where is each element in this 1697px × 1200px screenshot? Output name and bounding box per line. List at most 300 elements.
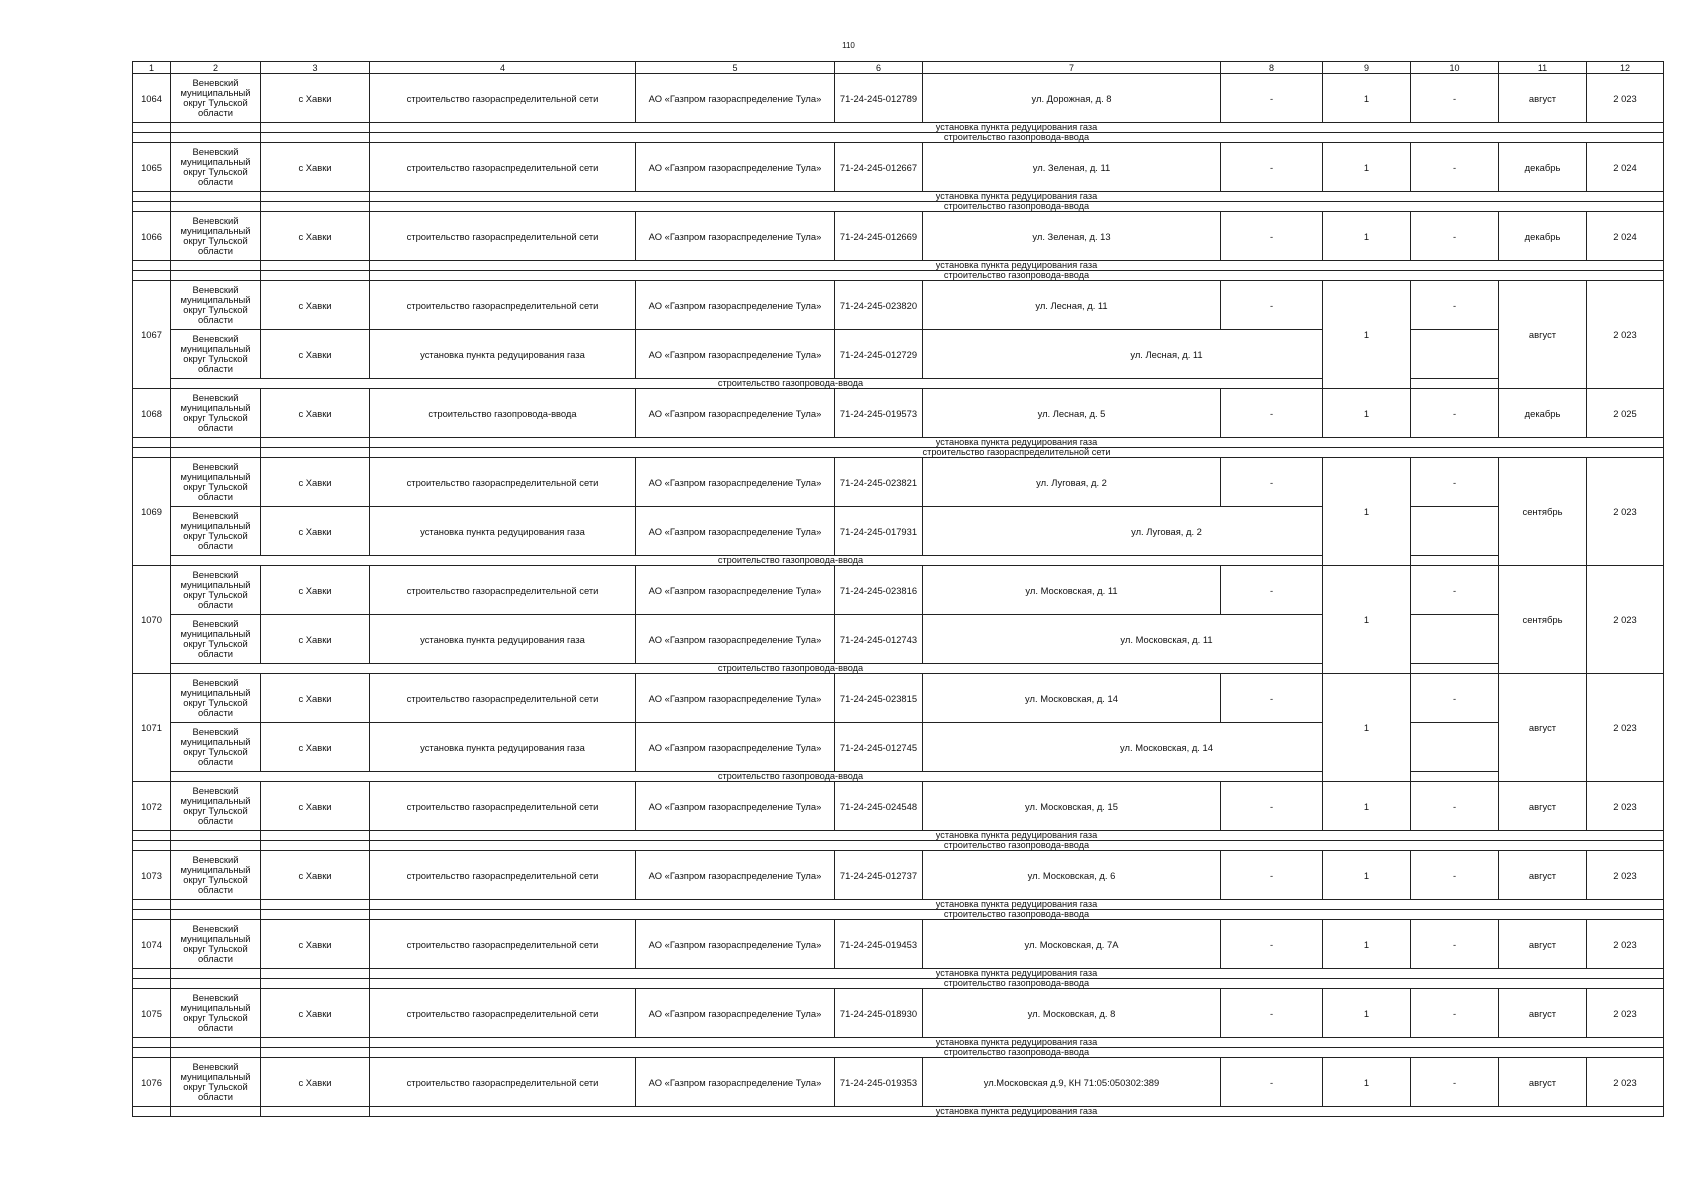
work-type-cell: строительство газораспределительной сети bbox=[370, 989, 636, 1038]
col10-cell: - bbox=[1411, 782, 1499, 831]
empty-cell bbox=[133, 841, 171, 851]
empty-cell bbox=[133, 1038, 171, 1048]
sub-work-type: строительство газопровода-ввода bbox=[370, 1048, 1664, 1058]
empty-cell bbox=[171, 133, 261, 143]
sub-row bbox=[133, 772, 1664, 782]
sub-row bbox=[133, 831, 1664, 841]
col9-cell: 1 bbox=[1323, 920, 1411, 969]
sub-row bbox=[133, 448, 1664, 458]
sub-row bbox=[133, 1107, 1664, 1117]
table-row bbox=[133, 74, 1664, 123]
object-code-cell: 71-24-245-019353 bbox=[835, 1058, 923, 1107]
address-cell: ул. Зеленая, д. 13 bbox=[923, 212, 1221, 261]
col10-cell: - bbox=[1411, 1058, 1499, 1107]
district-cell: Веневский муниципальный округ Тульской области bbox=[171, 330, 261, 379]
column-number: 11 bbox=[1499, 62, 1587, 74]
sub-row bbox=[133, 841, 1664, 851]
sub-row bbox=[133, 900, 1664, 910]
address-cell: ул. Московская, д. 11 bbox=[923, 566, 1221, 615]
work-type-cell: строительство газораспределительной сети bbox=[370, 920, 636, 969]
work-type-cell: строительство газораспределительной сети bbox=[370, 851, 636, 900]
address-cell: ул. Луговая, д. 2 bbox=[923, 507, 1411, 556]
organization-cell: АО «Газпром газораспределение Тула» bbox=[636, 920, 835, 969]
empty-cell bbox=[1411, 664, 1499, 674]
empty-cell bbox=[1411, 723, 1499, 772]
empty-cell bbox=[133, 133, 171, 143]
month-cell: декабрь bbox=[1499, 212, 1587, 261]
settlement-cell: с Хавки bbox=[261, 920, 370, 969]
sub-work-type: строительство газопровода-ввода bbox=[370, 979, 1664, 989]
sub-work-type: установка пункта редуцирования газа bbox=[370, 438, 1664, 448]
empty-cell bbox=[261, 271, 370, 281]
sub-work-type: установка пункта редуцирования газа bbox=[370, 900, 1664, 910]
address-cell: ул.Московская д.9, КН 71:05:050302:389 bbox=[923, 1058, 1221, 1107]
settlement-cell: с Хавки bbox=[261, 212, 370, 261]
empty-cell bbox=[171, 123, 261, 133]
sub-row bbox=[133, 202, 1664, 212]
month-cell: сентябрь bbox=[1499, 458, 1587, 566]
table-row bbox=[133, 920, 1664, 969]
work-type-cell: установка пункта редуцирования газа bbox=[370, 330, 636, 379]
empty-cell bbox=[133, 448, 171, 458]
row-number: 1075 bbox=[133, 989, 171, 1038]
sub-row bbox=[133, 979, 1664, 989]
row-number: 1065 bbox=[133, 143, 171, 192]
sub-row bbox=[133, 123, 1664, 133]
column-number: 7 bbox=[923, 62, 1221, 74]
organization-cell: АО «Газпром газораспределение Тула» bbox=[636, 458, 835, 507]
table-row bbox=[133, 212, 1664, 261]
sub-work-type: установка пункта редуцирования газа bbox=[370, 123, 1664, 133]
district-cell: Веневский муниципальный округ Тульской области bbox=[171, 674, 261, 723]
empty-cell bbox=[171, 841, 261, 851]
object-code-cell: 71-24-245-012729 bbox=[835, 330, 923, 379]
empty-cell bbox=[261, 900, 370, 910]
month-cell: август bbox=[1499, 989, 1587, 1038]
sub-work-type: строительство газопровода-ввода bbox=[370, 133, 1664, 143]
empty-cell bbox=[261, 438, 370, 448]
year-cell: 2 023 bbox=[1587, 566, 1664, 674]
col9-cell: 1 bbox=[1323, 389, 1411, 438]
object-code-cell: 71-24-245-012743 bbox=[835, 615, 923, 664]
col10-cell: - bbox=[1411, 281, 1499, 330]
year-cell: 2 023 bbox=[1587, 1058, 1664, 1107]
work-type-cell: строительство газораспределительной сети bbox=[370, 1058, 636, 1107]
empty-cell bbox=[171, 448, 261, 458]
district-cell: Веневский муниципальный округ Тульской области bbox=[171, 782, 261, 831]
table-row bbox=[133, 615, 1664, 664]
empty-cell bbox=[261, 979, 370, 989]
col8-cell: - bbox=[1221, 782, 1323, 831]
column-number: 4 bbox=[370, 62, 636, 74]
organization-cell: АО «Газпром газораспределение Тула» bbox=[636, 782, 835, 831]
address-cell: ул. Московская, д. 14 bbox=[923, 674, 1221, 723]
row-number: 1064 bbox=[133, 74, 171, 123]
column-number: 2 bbox=[171, 62, 261, 74]
year-cell: 2 024 bbox=[1587, 143, 1664, 192]
work-type-cell: строительство газораспределительной сети bbox=[370, 782, 636, 831]
address-cell: ул. Лесная, д. 11 bbox=[923, 281, 1221, 330]
month-cell: август bbox=[1499, 1058, 1587, 1107]
empty-cell bbox=[171, 979, 261, 989]
empty-cell bbox=[133, 969, 171, 979]
organization-cell: АО «Газпром газораспределение Тула» bbox=[636, 143, 835, 192]
settlement-cell: с Хавки bbox=[261, 1058, 370, 1107]
empty-cell bbox=[261, 910, 370, 920]
organization-cell: АО «Газпром газораспределение Тула» bbox=[636, 723, 835, 772]
col9-cell: 1 bbox=[1323, 782, 1411, 831]
empty-cell bbox=[133, 1107, 171, 1117]
sub-row bbox=[133, 556, 1664, 566]
sub-work-type: установка пункта редуцирования газа bbox=[370, 261, 1664, 271]
sub-work-type: установка пункта редуцирования газа bbox=[370, 1038, 1664, 1048]
month-cell: декабрь bbox=[1499, 143, 1587, 192]
work-type-cell: установка пункта редуцирования газа bbox=[370, 507, 636, 556]
work-type-cell: установка пункта редуцирования газа bbox=[370, 723, 636, 772]
row-number: 1072 bbox=[133, 782, 171, 831]
settlement-cell: с Хавки bbox=[261, 143, 370, 192]
column-number: 5 bbox=[636, 62, 835, 74]
table-row bbox=[133, 389, 1664, 438]
empty-cell bbox=[261, 831, 370, 841]
row-number: 1070 bbox=[133, 566, 171, 674]
district-cell: Веневский муниципальный округ Тульской области bbox=[171, 458, 261, 507]
empty-cell bbox=[133, 1048, 171, 1058]
col9-cell: 1 bbox=[1323, 143, 1411, 192]
col8-cell: - bbox=[1221, 989, 1323, 1038]
organization-cell: АО «Газпром газораспределение Тула» bbox=[636, 281, 835, 330]
organization-cell: АО «Газпром газораспределение Тула» bbox=[636, 507, 835, 556]
address-cell: ул. Лесная, д. 11 bbox=[923, 330, 1411, 379]
col10-cell: - bbox=[1411, 74, 1499, 123]
settlement-cell: с Хавки bbox=[261, 674, 370, 723]
sub-row bbox=[133, 910, 1664, 920]
sub-row bbox=[133, 969, 1664, 979]
empty-cell bbox=[261, 261, 370, 271]
empty-cell bbox=[261, 202, 370, 212]
col10-cell: - bbox=[1411, 389, 1499, 438]
empty-cell bbox=[261, 841, 370, 851]
address-cell: ул. Московская, д. 11 bbox=[923, 615, 1411, 664]
month-cell: декабрь bbox=[1499, 389, 1587, 438]
sub-work-type: строительство газопровода-ввода bbox=[171, 379, 1411, 389]
district-cell: Веневский муниципальный округ Тульской области bbox=[171, 920, 261, 969]
year-cell: 2 025 bbox=[1587, 389, 1664, 438]
object-code-cell: 71-24-245-024548 bbox=[835, 782, 923, 831]
col8-cell: - bbox=[1221, 389, 1323, 438]
organization-cell: АО «Газпром газораспределение Тула» bbox=[636, 389, 835, 438]
settlement-cell: с Хавки bbox=[261, 74, 370, 123]
col9-cell: 1 bbox=[1323, 989, 1411, 1038]
settlement-cell: с Хавки bbox=[261, 851, 370, 900]
empty-cell bbox=[171, 1107, 261, 1117]
empty-cell bbox=[1411, 772, 1499, 782]
table-row bbox=[133, 1058, 1664, 1107]
month-cell: сентябрь bbox=[1499, 566, 1587, 674]
district-cell: Веневский муниципальный округ Тульской области bbox=[171, 389, 261, 438]
empty-cell bbox=[133, 910, 171, 920]
settlement-cell: с Хавки bbox=[261, 507, 370, 556]
col8-cell: - bbox=[1221, 74, 1323, 123]
district-cell: Веневский муниципальный округ Тульской области bbox=[171, 1058, 261, 1107]
object-code-cell: 71-24-245-017931 bbox=[835, 507, 923, 556]
empty-cell bbox=[261, 133, 370, 143]
organization-cell: АО «Газпром газораспределение Тула» bbox=[636, 851, 835, 900]
col10-cell: - bbox=[1411, 851, 1499, 900]
object-code-cell: 71-24-245-012789 bbox=[835, 74, 923, 123]
row-number: 1073 bbox=[133, 851, 171, 900]
year-cell: 2 023 bbox=[1587, 989, 1664, 1038]
object-code-cell: 71-24-245-023815 bbox=[835, 674, 923, 723]
empty-cell bbox=[133, 271, 171, 281]
table-row bbox=[133, 989, 1664, 1038]
address-cell: ул. Луговая, д. 2 bbox=[923, 458, 1221, 507]
address-cell: ул. Зеленая, д. 11 bbox=[923, 143, 1221, 192]
settlement-cell: с Хавки bbox=[261, 723, 370, 772]
table-row bbox=[133, 723, 1664, 772]
sub-row bbox=[133, 133, 1664, 143]
sub-row bbox=[133, 664, 1664, 674]
col8-cell: - bbox=[1221, 674, 1323, 723]
col10-cell: - bbox=[1411, 143, 1499, 192]
organization-cell: АО «Газпром газораспределение Тула» bbox=[636, 330, 835, 379]
district-cell: Веневский муниципальный округ Тульской области bbox=[171, 212, 261, 261]
col8-cell: - bbox=[1221, 212, 1323, 261]
col9-cell: 1 bbox=[1323, 851, 1411, 900]
table-row bbox=[133, 143, 1664, 192]
empty-cell bbox=[171, 969, 261, 979]
column-number-row bbox=[133, 62, 1664, 74]
table-row bbox=[133, 566, 1664, 615]
month-cell: август bbox=[1499, 74, 1587, 123]
sub-work-type: установка пункта редуцирования газа bbox=[370, 969, 1664, 979]
work-type-cell: установка пункта редуцирования газа bbox=[370, 615, 636, 664]
sub-work-type: строительство газопровода-ввода bbox=[370, 202, 1664, 212]
empty-cell bbox=[1411, 615, 1499, 664]
empty-cell bbox=[1411, 330, 1499, 379]
district-cell: Веневский муниципальный округ Тульской области bbox=[171, 281, 261, 330]
row-number: 1071 bbox=[133, 674, 171, 782]
organization-cell: АО «Газпром газораспределение Тула» bbox=[636, 615, 835, 664]
col9-cell: 1 bbox=[1323, 1058, 1411, 1107]
sub-work-type: строительство газопровода-ввода bbox=[171, 664, 1411, 674]
work-type-cell: строительство газораспределительной сети bbox=[370, 458, 636, 507]
table-row bbox=[133, 851, 1664, 900]
empty-cell bbox=[171, 192, 261, 202]
sub-work-type: строительство газопровода-ввода bbox=[370, 841, 1664, 851]
district-cell: Веневский муниципальный округ Тульской области bbox=[171, 851, 261, 900]
work-type-cell: строительство газораспределительной сети bbox=[370, 212, 636, 261]
row-number: 1076 bbox=[133, 1058, 171, 1107]
year-cell: 2 023 bbox=[1587, 920, 1664, 969]
table-row bbox=[133, 674, 1664, 723]
col9-cell: 1 bbox=[1323, 458, 1411, 566]
settlement-cell: с Хавки bbox=[261, 782, 370, 831]
col8-cell: - bbox=[1221, 143, 1323, 192]
address-cell: ул. Лесная, д. 5 bbox=[923, 389, 1221, 438]
table-row bbox=[133, 281, 1664, 330]
object-code-cell: 71-24-245-019453 bbox=[835, 920, 923, 969]
object-code-cell: 71-24-245-018930 bbox=[835, 989, 923, 1038]
column-number: 12 bbox=[1587, 62, 1664, 74]
empty-cell bbox=[261, 1048, 370, 1058]
col9-cell: 1 bbox=[1323, 566, 1411, 674]
table-row bbox=[133, 458, 1664, 507]
settlement-cell: с Хавки bbox=[261, 281, 370, 330]
sub-work-type: установка пункта редуцирования газа bbox=[370, 192, 1664, 202]
empty-cell bbox=[171, 831, 261, 841]
page-number: 110 bbox=[842, 41, 855, 50]
col9-cell: 1 bbox=[1323, 281, 1411, 389]
object-code-cell: 71-24-245-023820 bbox=[835, 281, 923, 330]
work-type-cell: строительство газораспределительной сети bbox=[370, 674, 636, 723]
year-cell: 2 023 bbox=[1587, 74, 1664, 123]
column-number: 8 bbox=[1221, 62, 1323, 74]
empty-cell bbox=[133, 831, 171, 841]
column-number: 6 bbox=[835, 62, 923, 74]
col8-cell: - bbox=[1221, 920, 1323, 969]
settlement-cell: с Хавки bbox=[261, 389, 370, 438]
empty-cell bbox=[261, 1038, 370, 1048]
district-cell: Веневский муниципальный округ Тульской области bbox=[171, 143, 261, 192]
object-code-cell: 71-24-245-012667 bbox=[835, 143, 923, 192]
settlement-cell: с Хавки bbox=[261, 615, 370, 664]
sub-work-type: строительство газопровода-ввода bbox=[370, 910, 1664, 920]
organization-cell: АО «Газпром газораспределение Тула» bbox=[636, 74, 835, 123]
empty-cell bbox=[261, 969, 370, 979]
address-cell: ул. Московская, д. 15 bbox=[923, 782, 1221, 831]
year-cell: 2 024 bbox=[1587, 212, 1664, 261]
sub-row bbox=[133, 379, 1664, 389]
year-cell: 2 023 bbox=[1587, 851, 1664, 900]
sub-row bbox=[133, 1048, 1664, 1058]
empty-cell bbox=[171, 1048, 261, 1058]
empty-cell bbox=[171, 1038, 261, 1048]
empty-cell bbox=[261, 448, 370, 458]
sub-work-type: установка пункта редуцирования газа bbox=[370, 831, 1664, 841]
column-number: 3 bbox=[261, 62, 370, 74]
object-code-cell: 71-24-245-012745 bbox=[835, 723, 923, 772]
object-code-cell: 71-24-245-023816 bbox=[835, 566, 923, 615]
organization-cell: АО «Газпром газораспределение Тула» bbox=[636, 212, 835, 261]
object-code-cell: 71-24-245-012669 bbox=[835, 212, 923, 261]
year-cell: 2 023 bbox=[1587, 782, 1664, 831]
table-row bbox=[133, 330, 1664, 379]
col10-cell: - bbox=[1411, 212, 1499, 261]
empty-cell bbox=[1411, 556, 1499, 566]
column-number: 1 bbox=[133, 62, 171, 74]
col10-cell: - bbox=[1411, 989, 1499, 1038]
organization-cell: АО «Газпром газораспределение Тула» bbox=[636, 674, 835, 723]
address-cell: ул. Московская, д. 8 bbox=[923, 989, 1221, 1038]
empty-cell bbox=[261, 123, 370, 133]
work-type-cell: строительство газопровода-ввода bbox=[370, 389, 636, 438]
district-cell: Веневский муниципальный округ Тульской области bbox=[171, 74, 261, 123]
month-cell: август bbox=[1499, 281, 1587, 389]
col9-cell: 1 bbox=[1323, 74, 1411, 123]
work-type-cell: строительство газораспределительной сети bbox=[370, 143, 636, 192]
column-number: 10 bbox=[1411, 62, 1499, 74]
empty-cell bbox=[133, 979, 171, 989]
sub-work-type: строительство газораспределительной сети bbox=[370, 448, 1664, 458]
empty-cell bbox=[171, 271, 261, 281]
col9-cell: 1 bbox=[1323, 212, 1411, 261]
district-cell: Веневский муниципальный округ Тульской области bbox=[171, 615, 261, 664]
year-cell: 2 023 bbox=[1587, 281, 1664, 389]
col8-cell: - bbox=[1221, 851, 1323, 900]
col8-cell: - bbox=[1221, 458, 1323, 507]
month-cell: август bbox=[1499, 851, 1587, 900]
year-cell: 2 023 bbox=[1587, 458, 1664, 566]
empty-cell bbox=[133, 261, 171, 271]
month-cell: август bbox=[1499, 920, 1587, 969]
district-cell: Веневский муниципальный округ Тульской области bbox=[171, 723, 261, 772]
empty-cell bbox=[171, 438, 261, 448]
settlement-cell: с Хавки bbox=[261, 989, 370, 1038]
empty-cell bbox=[261, 1107, 370, 1117]
empty-cell bbox=[261, 192, 370, 202]
object-code-cell: 71-24-245-023821 bbox=[835, 458, 923, 507]
object-code-cell: 71-24-245-019573 bbox=[835, 389, 923, 438]
sub-row bbox=[133, 438, 1664, 448]
district-cell: Веневский муниципальный округ Тульской области bbox=[171, 507, 261, 556]
work-type-cell: строительство газораспределительной сети bbox=[370, 74, 636, 123]
sub-work-type: установка пункта редуцирования газа bbox=[370, 1107, 1664, 1117]
organization-cell: АО «Газпром газораспределение Тула» bbox=[636, 566, 835, 615]
col8-cell: - bbox=[1221, 281, 1323, 330]
empty-cell bbox=[171, 261, 261, 271]
col10-cell: - bbox=[1411, 566, 1499, 615]
object-code-cell: 71-24-245-012737 bbox=[835, 851, 923, 900]
work-type-cell: строительство газораспределительной сети bbox=[370, 281, 636, 330]
empty-cell bbox=[171, 910, 261, 920]
col10-cell: - bbox=[1411, 458, 1499, 507]
row-number: 1074 bbox=[133, 920, 171, 969]
empty-cell bbox=[171, 900, 261, 910]
organization-cell: АО «Газпром газораспределение Тула» bbox=[636, 989, 835, 1038]
address-cell: ул. Дорожная, д. 8 bbox=[923, 74, 1221, 123]
month-cell: август bbox=[1499, 782, 1587, 831]
settlement-cell: с Хавки bbox=[261, 330, 370, 379]
month-cell: август bbox=[1499, 674, 1587, 782]
sub-row bbox=[133, 1038, 1664, 1048]
gas-connection-registry-table bbox=[132, 61, 1664, 1117]
district-cell: Веневский муниципальный округ Тульской области bbox=[171, 566, 261, 615]
empty-cell bbox=[133, 123, 171, 133]
col8-cell: - bbox=[1221, 1058, 1323, 1107]
empty-cell bbox=[133, 438, 171, 448]
empty-cell bbox=[1411, 379, 1499, 389]
table-row bbox=[133, 507, 1664, 556]
row-number: 1068 bbox=[133, 389, 171, 438]
address-cell: ул. Московская, д. 6 bbox=[923, 851, 1221, 900]
row-number: 1066 bbox=[133, 212, 171, 261]
empty-cell bbox=[133, 192, 171, 202]
empty-cell bbox=[133, 202, 171, 212]
settlement-cell: с Хавки bbox=[261, 458, 370, 507]
sub-row bbox=[133, 271, 1664, 281]
organization-cell: АО «Газпром газораспределение Тула» bbox=[636, 1058, 835, 1107]
col10-cell: - bbox=[1411, 920, 1499, 969]
row-number: 1067 bbox=[133, 281, 171, 389]
table-row bbox=[133, 782, 1664, 831]
sub-row bbox=[133, 192, 1664, 202]
empty-cell bbox=[133, 900, 171, 910]
address-cell: ул. Московская, д. 7А bbox=[923, 920, 1221, 969]
empty-cell bbox=[171, 202, 261, 212]
district-cell: Веневский муниципальный округ Тульской области bbox=[171, 989, 261, 1038]
year-cell: 2 023 bbox=[1587, 674, 1664, 782]
